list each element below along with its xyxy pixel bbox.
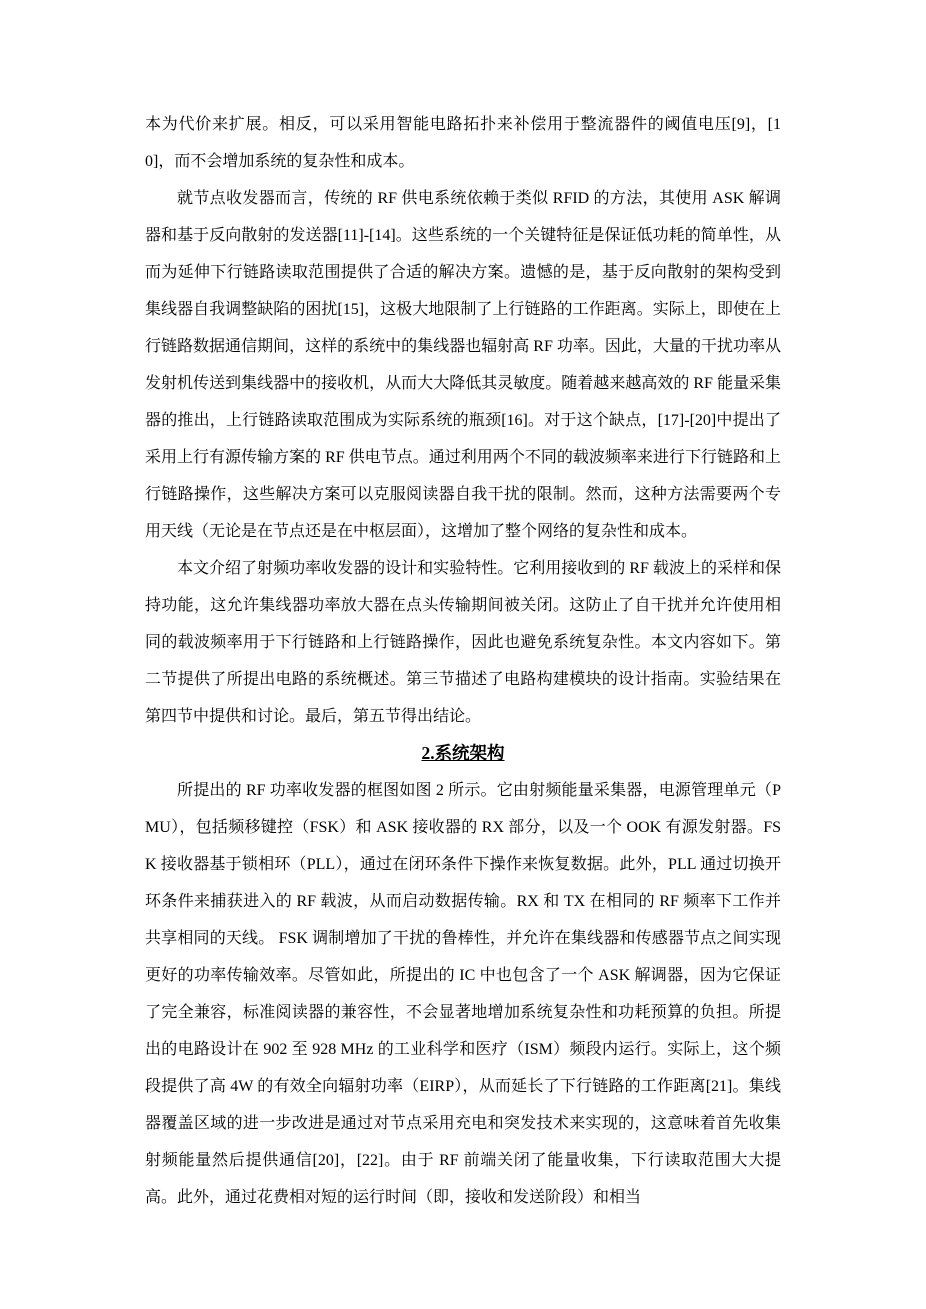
section-heading-system-architecture: 2.系统架构 <box>421 743 505 763</box>
paragraph-paper-overview: 本文介绍了射频功率收发器的设计和实验特性。它利用接收到的 RF 载波上的采样和保持功能，这允许集线器功率放大器在点头传输期间被关闭。这防止了自干扰并允许使用相同的载波频率用于下行链路和上行链路操作，因此也避免系统复杂性。本文内容如下。第二节提供了所提出电路的系统概述。第三节描述了电路构建模块的设计指南。实验结果在第四节中提供和讨论。最后，第五节得出结论。 <box>145 560 781 725</box>
paragraph-continuation: 本为代价来扩展。相反，可以采用智能电路拓扑来补偿用于整流器件的阈值电压[9]，[10]，而不会增加系统的复杂性和成本。 <box>145 116 781 170</box>
paragraph-node-transceivers: 就节点收发器而言，传统的 RF 供电系统依赖于类似 RFID 的方法，其使用 ASK 解调器和基于反向散射的发送器[11]-[14]。这些系统的一个关键特征是保证低功耗的简单性，从而为延伸下行链路读取范围提供了合适的解决方案。遗憾的是，基于反向散射的架构受到集线器自我调整缺陷的困扰[15]，这极大地限制了上行链路的工作距离。实际上，即使在上行链路数据通信期间，这样的系统中的集线器也辐射高 RF 功率。因此，大量的干扰功率从发射机传送到集线器中的接收机，从而大大降低其灵敏度。随着越来越高效的 RF 能量采集器的推出，上行链路读取范围成为实际系统的瓶颈[16]。对于这个缺点，[17]-[20]中提出了采用上行有源传输方案的 RF 供电节点。通过利用两个不同的载波频率来进行下行链路和上行链路操作，这些解决方案可以克服阅读器自我干扰的限制。然而，这种方法需要两个专用天线（无论是在节点还是在中枢层面），这增加了整个网络的复杂性和成本。 <box>145 190 781 540</box>
paragraph-system-architecture: 所提出的 RF 功率收发器的框图如图 2 所示。它由射频能量采集器，电源管理单元（PMU），包括频移键控（FSK）和 ASK 接收器的 RX 部分，以及一个 OOK 有源发射器。FSK 接收器基于锁相环（PLL），通过在闭环条件下操作来恢复数据。此外，PLL 通过切换开环条件来捕获进入的 RF 载波，从而启动数据传输。RX 和 TX 在相同的 RF 频率下工作并共享相同的天线。 FSK 调制增加了干扰的鲁棒性，并允许在集线器和传感器节点之间实现更好的功率传输效率。尽管如此，所提出的 IC 中也包含了一个 ASK 解调器，因为它保证了完全兼容，标准阅读器的兼容性，不会显著地增加系统复杂性和功耗预算的负担。所提出的电路设计在 902 至 928 MHz 的工业科学和医疗（ISM）频段内运行。实际上，这个频段提供了高 4W 的有效全向辐射功率（EIRP），从而延长了下行链路的工作距离[21]。集线器覆盖区域的进一步改进是通过对节点采用充电和突发技术来实现的，这意味着首先收集射频能量然后提供通信[20]，[22]。由于 RF 前端关闭了能量收集，下行读取范围大大提高。此外，通过花费相对短的运行时间（即，接收和发送阶段）和相当 <box>145 782 781 1206</box>
